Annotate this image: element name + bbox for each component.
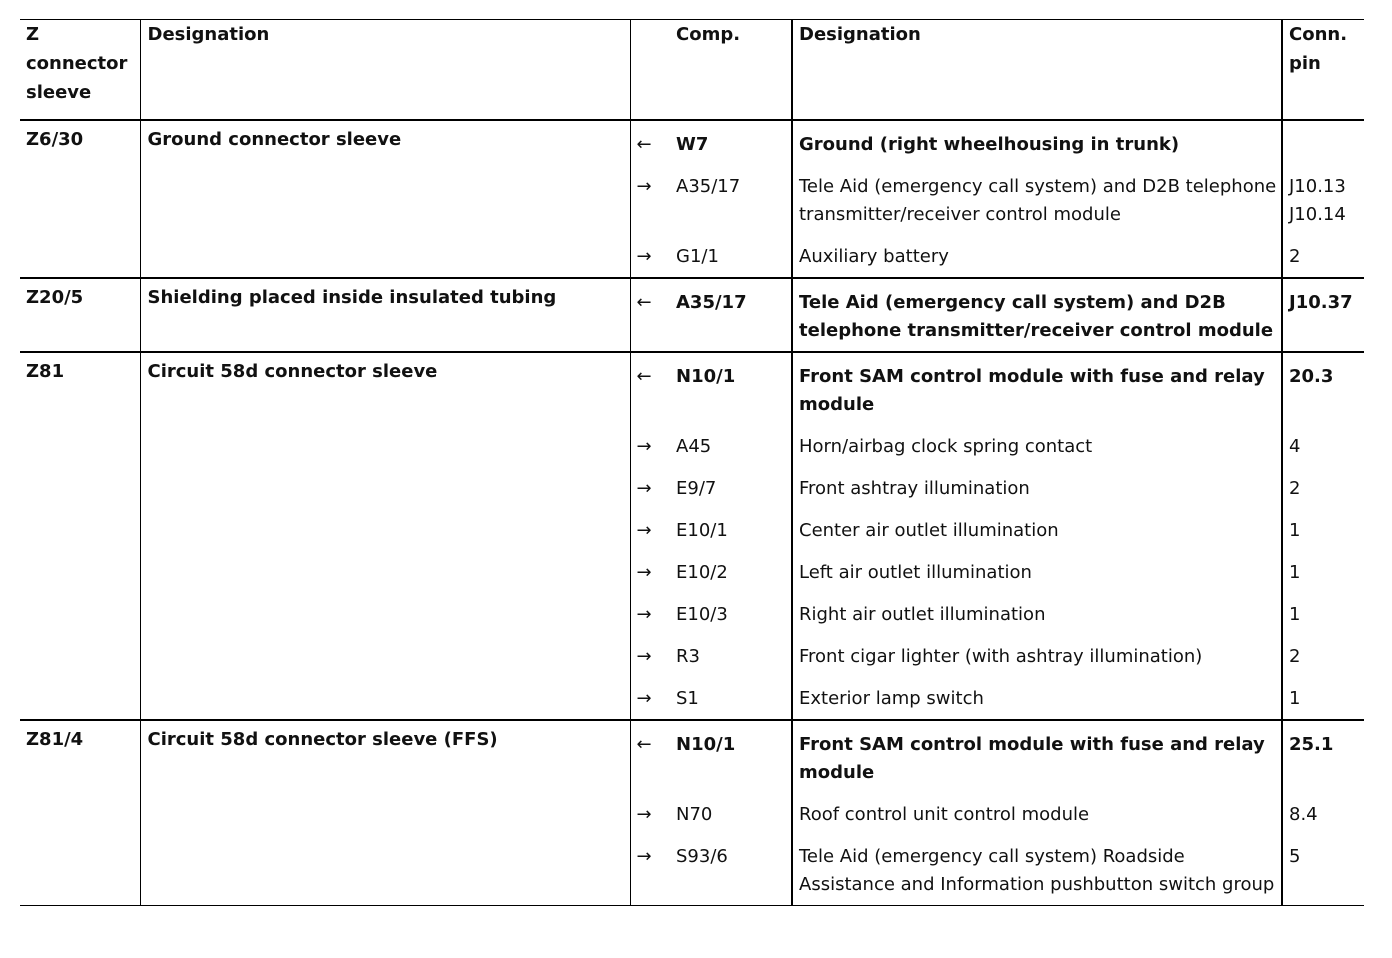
connector-pin: 8.4	[1282, 791, 1364, 833]
direction-arrow-icon: →	[630, 833, 668, 906]
table-row	[20, 120, 1364, 163]
component-code: W7	[676, 134, 709, 155]
z-connector-sleeve: Z81/4	[20, 720, 140, 906]
header-designation-2: Designation	[792, 20, 1282, 121]
connector-pin: J10.13 J10.14	[1282, 163, 1364, 233]
component-code: R3	[676, 646, 700, 667]
z-connector-sleeve: Z6/30	[20, 120, 140, 278]
z-connector-sleeve: Z81	[20, 352, 140, 720]
table-row	[20, 720, 1364, 791]
sleeve-designation: Circuit 58d connector sleeve (FFS)	[140, 720, 630, 906]
table-row	[20, 352, 1364, 423]
sleeve-designation: Circuit 58d connector sleeve	[140, 352, 630, 720]
direction-arrow-icon: →	[630, 675, 668, 720]
connector-table	[20, 19, 1364, 906]
component-designation: Front SAM control module with fuse and relay module	[792, 720, 1282, 791]
direction-arrow-icon: →	[630, 233, 668, 278]
component-code: A35/17	[668, 278, 792, 352]
direction-arrow-icon: →	[630, 549, 668, 591]
component-code: A35/17	[676, 176, 741, 197]
component-code: S93/6	[668, 833, 792, 906]
component-designation: Horn/airbag clock spring contact	[792, 423, 1282, 465]
direction-arrow-icon: →	[630, 591, 668, 633]
component-designation: Front ashtray illumination	[792, 465, 1282, 507]
sleeve-designation: Ground connector sleeve	[140, 120, 630, 278]
direction-arrow-icon: →	[630, 163, 668, 233]
direction-arrow-icon: →	[630, 791, 668, 833]
component-designation: Roof control unit control module	[792, 791, 1282, 833]
table-body	[20, 120, 1364, 906]
direction-arrow-icon: ←	[630, 720, 668, 791]
header-comp: Comp.	[668, 20, 792, 121]
header-direction	[630, 20, 668, 121]
component-designation: Tele Aid (emergency call system) Roadside Assistance and Information pushbutton switch group	[792, 833, 1282, 906]
direction-arrow-icon: ←	[630, 278, 668, 352]
direction-arrow-icon: ←	[630, 352, 668, 423]
direction-arrow-icon: ←	[630, 120, 668, 163]
direction-arrow-icon: →	[630, 423, 668, 465]
component-designation: Front cigar lighter (with ashtray illumination)	[792, 633, 1282, 675]
connector-pin: J10.37	[1282, 278, 1364, 352]
header-row	[20, 20, 1364, 121]
component-code: E10/1	[676, 520, 728, 541]
sleeve-designation: Shielding placed inside insulated tubing	[140, 278, 630, 352]
component-designation: Tele Aid (emergency call system) and D2B telephone transmitter/receiver control module	[792, 278, 1282, 352]
connector-pin: 2	[1282, 465, 1364, 507]
connector-pin: 4	[1282, 423, 1364, 465]
connector-pin: 20.3	[1282, 352, 1364, 423]
header-designation: Designation	[140, 20, 630, 121]
component-code: E9/7	[676, 478, 717, 499]
component-designation: Exterior lamp switch	[792, 675, 1282, 720]
component-designation: Center air outlet illumination	[792, 507, 1282, 549]
connector-pin: 1	[1282, 591, 1364, 633]
connector-pin: 2	[1282, 233, 1364, 278]
header-conn-pin: Conn. pin	[1282, 20, 1364, 121]
direction-arrow-icon: →	[630, 507, 668, 549]
component-code: S1	[668, 675, 792, 720]
connector-pin	[1282, 120, 1364, 163]
direction-arrow-icon: →	[630, 465, 668, 507]
component-code: G1/1	[668, 233, 792, 278]
component-designation: Front SAM control module with fuse and relay module	[792, 352, 1282, 423]
connector-pin: 1	[1282, 507, 1364, 549]
component-designation: Auxiliary battery	[792, 233, 1282, 278]
component-code: A45	[676, 436, 712, 457]
component-designation: Tele Aid (emergency call system) and D2B telephone transmitter/receiver control module	[792, 163, 1282, 233]
header-z-connector-sleeve: Z connector sleeve	[20, 20, 140, 121]
connector-pin: 2	[1282, 633, 1364, 675]
connector-pin: 1	[1282, 549, 1364, 591]
component-designation: Ground (right wheelhousing in trunk)	[792, 120, 1282, 163]
z-connector-sleeve: Z20/5	[20, 278, 140, 352]
table-row	[20, 278, 1364, 352]
component-code: N10/1	[676, 366, 736, 387]
connector-pin: 1	[1282, 675, 1364, 720]
direction-arrow-icon: →	[630, 633, 668, 675]
component-designation: Right air outlet illumination	[792, 591, 1282, 633]
component-code: E10/2	[676, 562, 728, 583]
connector-pin: 5	[1282, 833, 1364, 906]
component-code: N10/1	[676, 734, 736, 755]
component-designation: Left air outlet illumination	[792, 549, 1282, 591]
component-code: E10/3	[676, 604, 728, 625]
component-code: N70	[676, 804, 713, 825]
connector-pin: 25.1	[1282, 720, 1364, 791]
